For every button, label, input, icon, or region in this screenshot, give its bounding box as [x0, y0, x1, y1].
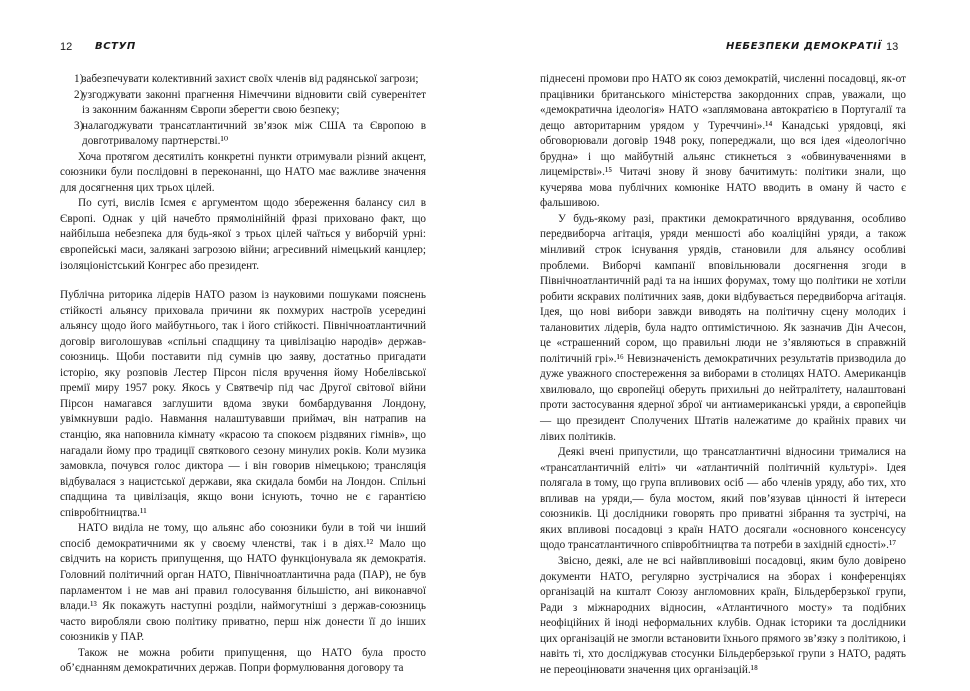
- paragraph: Публічна риторика лідерів НАТО разом із науковими пошуками пояснень стійкості альянсу приховала причини як похмурих настроїв усередині альянсу щодо його майбутнього, так і його стійкості. Північноатлантичний договір виголошував «спільні спадщину та цивілізацію народів» держав-союзниць. Щоби поставити під сумнів цю заяву, достатньо пригадати історію, яку розповів Лестер Пірсон після вручення йому Нобелівської премії миру 1957 року. Якось у Святвечір під час Другої світової війни Пірсон намагався заглушити вдома звуки бомбардування Лондону, увімкнувши радіо. Навмання налаштувавши приймач, він натрапив на станцію, яка наповнила кімнату «красою та спокоєм різдвяних гімнів», що нагадали йому про традиції святкового сезону минулих років. Коли музика замовкла, почувся голос диктора — і він говорив німецькою; трансляція відбувалася з нацистської держави, яка скидала бомби на Лондон. Спільні спадщина та цивілізація, якщо вони існують, точно не є гарантією співробітництва.¹¹: [60, 289, 426, 519]
- list-item-text: налагоджувати трансатлантичний зв’язок між США та Європою в довготривалому партнерстві.¹⁰: [82, 119, 426, 148]
- list-item-number: 3): [74, 119, 84, 132]
- page-number: 12: [60, 41, 73, 53]
- paragraph: піднесені промови про НАТО як союз демократій, численні посадовці, як-от працівники британського міністерства закордонних справ, уважали, що «демократична ідеологія» НАТО «заплямована автократією в Португалії та дещо авторитарним урядом у Туреччині».¹⁴ Канадські урядовці, які обговорювали договір 1948 року, попереджали, що вся ідея «ідеологічно брудна» і що майбутній альянс стикнеться з «обвинуваченнями в лицемірстві».¹⁵ Читачі знову й знову бачитимуть: політики знали, що кучерява мова публічних комюніке НАТО вводить в оману й часто є фальшивою.: [540, 73, 906, 210]
- right-page: [485, 0, 970, 691]
- right-page-body: [540, 72, 906, 678]
- list-item-number: 2): [74, 88, 84, 101]
- list-item-number: 1): [74, 73, 84, 85]
- paragraph: НАТО виділа не тому, що альянс або союзники були в той чи інший спосіб демократичними як у своєму членстві, так і в діях.¹² Мало що свідчить на користь припущення, що НАТО функціонувала як демократія. Головний політичний орган НАТО, Північноатлантична рада (ПАР), не був парламентом і не мав ані правил голосування більшістю, ані виконавчої влади.¹³ Як покажуть наступні розділи, наймогутніші з держав-союзниць часто виробляли свою політику приватно, перш ніж донести її до інших союзників у ПАР.: [60, 522, 426, 644]
- running-head: ВСТУП: [95, 41, 136, 52]
- paragraph: Хоча протягом десятиліть конкретні пункти отримували різний акцент, союзники були послідовні в переконанні, що НАТО має важливе значення для досягнення цих трьох цілей.: [60, 150, 426, 194]
- left-page-body: [60, 72, 426, 677]
- paragraph: У будь-якому разі, практики демократичного врядування, особливо передвиборча агітація, уряди меншості або коаліційні уряди, а також мінливий строк існування урядів, становили для альянсу особливі проблеми. Виборчі кампанії вповільнювали досягнення згоди в Північноатлантичній раді та на інших форумах, тому що політики не хотіли робити яскравих політичних заяв, доки відбувається передвиборча агітація. Ідея, що нові вибори завжди виводять на політичну сцену молодих і талановитих лідерів, була надто оптимістичною. Як зазначив Дін Ачесон, це «страшенний сором, що правильні люди не з’являються в справжній політичній грі».¹⁶ Невизначеність демократичних результатів призводила до дуже уважного спостереження за виборами в столицях НАТО. Американців хвилювало, що європейці оберуть прихильні до нейтралітету, налаштовані проти застосування ядерної зброї чи антиамериканські уряди, а європейців — що президент Сполучених Штатів належатиме до крайніх правих чи лівих політиків.: [540, 212, 906, 443]
- list-item: [60, 72, 426, 88]
- paragraph: Також не можна робити припущення, що НАТО була просто об’єднанням демократичних держав. Попри формулювання договору та: [60, 646, 426, 675]
- paragraph: По суті, вислів Ісмея є аргументом щодо збереження балансу сил в Європі. Однак у цій начебто прямолінійній фразі приховано факт, що найбільша небезпека для будь-якої з трьох цілей чаїться у виборчій урні: європейські маси, залякані загрозою війни; агресивний німецький канцлер; ізоляціоністський Конгрес або президент.: [60, 197, 426, 272]
- goals-list: [60, 72, 426, 150]
- list-item: [60, 88, 426, 119]
- list-item-text: забезпечувати колективний захист своїх членів від радянської загрози;: [82, 73, 419, 85]
- list-item: [60, 119, 426, 150]
- running-head: НЕБЕЗПЕКИ ДЕМОКРАТІЇ: [726, 41, 882, 52]
- paragraph: Деякі вчені припустили, що трансатлантичні відносини трималися на «трансатлантичній еліті» чи «атлантичній політичній культурі». Ідея полягала в тому, що група впливових осіб — або членів уряду, або тих, хто впливав на уряди,— була мостом, який пов’язував цінності й інтереси союзників. Ці дослідники говорять про приватні зібрання та зустрічі, на яких впливові посадовці з країн НАТО досягали «основного консенсусу щодо трансатлантичного співробітництва та потреби в західній єдності».¹⁷: [540, 446, 906, 552]
- page-number: 13: [886, 41, 899, 53]
- paragraph: Звісно, деякі, але не всі найвпливовіші посадовці, яким було довірено документи НАТО, регулярно зустрічалися на зборах і конференціях організацій на кшталт Союзу англомовних країн, Більдерберзької групи, Ради з міжнародних відносин, «Атлантичного мосту» та подібних неофіційних й іноді неформальних клубів. Однак історики та дослідники цих організацій не змогли встановити їхнього прямого зв’язку з політикою, і навіть ті, хто досліджував стосунки Більдерберзької групи з НАТО, радять не переоцінювати значення цих організацій.¹⁸: [540, 554, 906, 676]
- list-item-text: узгоджувати законні прагнення Німеччини відновити свій суверенітет із законним бажанням Європи зберегти свою безпеку;: [82, 88, 426, 117]
